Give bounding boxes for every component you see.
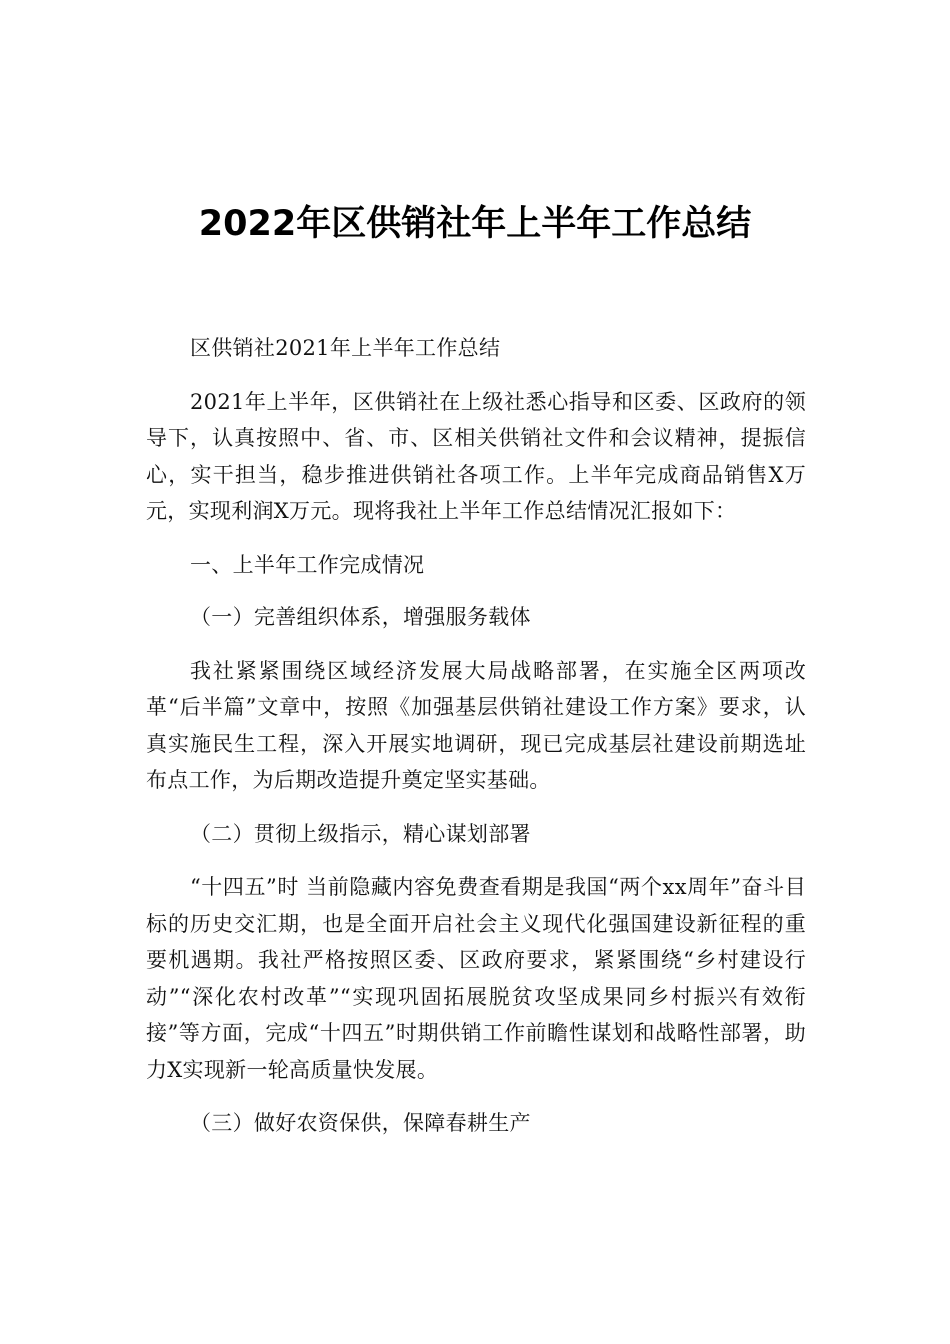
paragraph-subtitle: 区供销社2021年上半年工作总结 (190, 336, 501, 360)
subsection-heading-3: （三）做好农资保供，保障春耕生产 (190, 1111, 531, 1135)
paragraph-organization: 我社紧紧围绕区域经济发展大局战略部署，在实施全区两项改革“后半篇”文章中，按照《加强基层供销社建设工作方案》要求，认真实施民生工程，深入开展实地调研，现已完成基层社建设前期选址布点工作，为后期改造提升奠定坚实基础。 (146, 658, 806, 792)
document-body (146, 330, 806, 1142)
paragraph-planning: “十四五”时 当前隐藏内容免费查看期是我国“两个xx周年”奋斗目标的历史交汇期，也是全面开启社会主义现代化强国建设新征程的重要机遇期。我社严格按照区委、区政府要求，紧紧围绕“乡村建设行动”“深化农村改革”“实现巩固拓展脱贫攻坚成果同乡村振兴有效衔接”等方面，完成“十四五”时期供销工作前瞻性谋划和战略性部署，助力X实现新一轮高质量快发展。 (146, 875, 806, 1082)
subsection-heading-1: （一）完善组织体系，增强服务载体 (190, 605, 531, 629)
paragraph-intro: 2021年上半年，区供销社在上级社悉心指导和区委、区政府的领导下，认真按照中、省、市、区相关供销社文件和会议精神，提振信心，实干担当，稳步推进供销社各项工作。上半年完成商品销售X万元，实现利润X万元。现将我社上半年工作总结情况汇报如下： (146, 389, 806, 523)
document-title: 2022年区供销社年上半年工作总结 (198, 204, 752, 244)
section-heading-1: 一、上半年工作完成情况 (190, 552, 425, 577)
subsection-heading-2: （二）贯彻上级指示，精心谋划部署 (190, 821, 531, 846)
